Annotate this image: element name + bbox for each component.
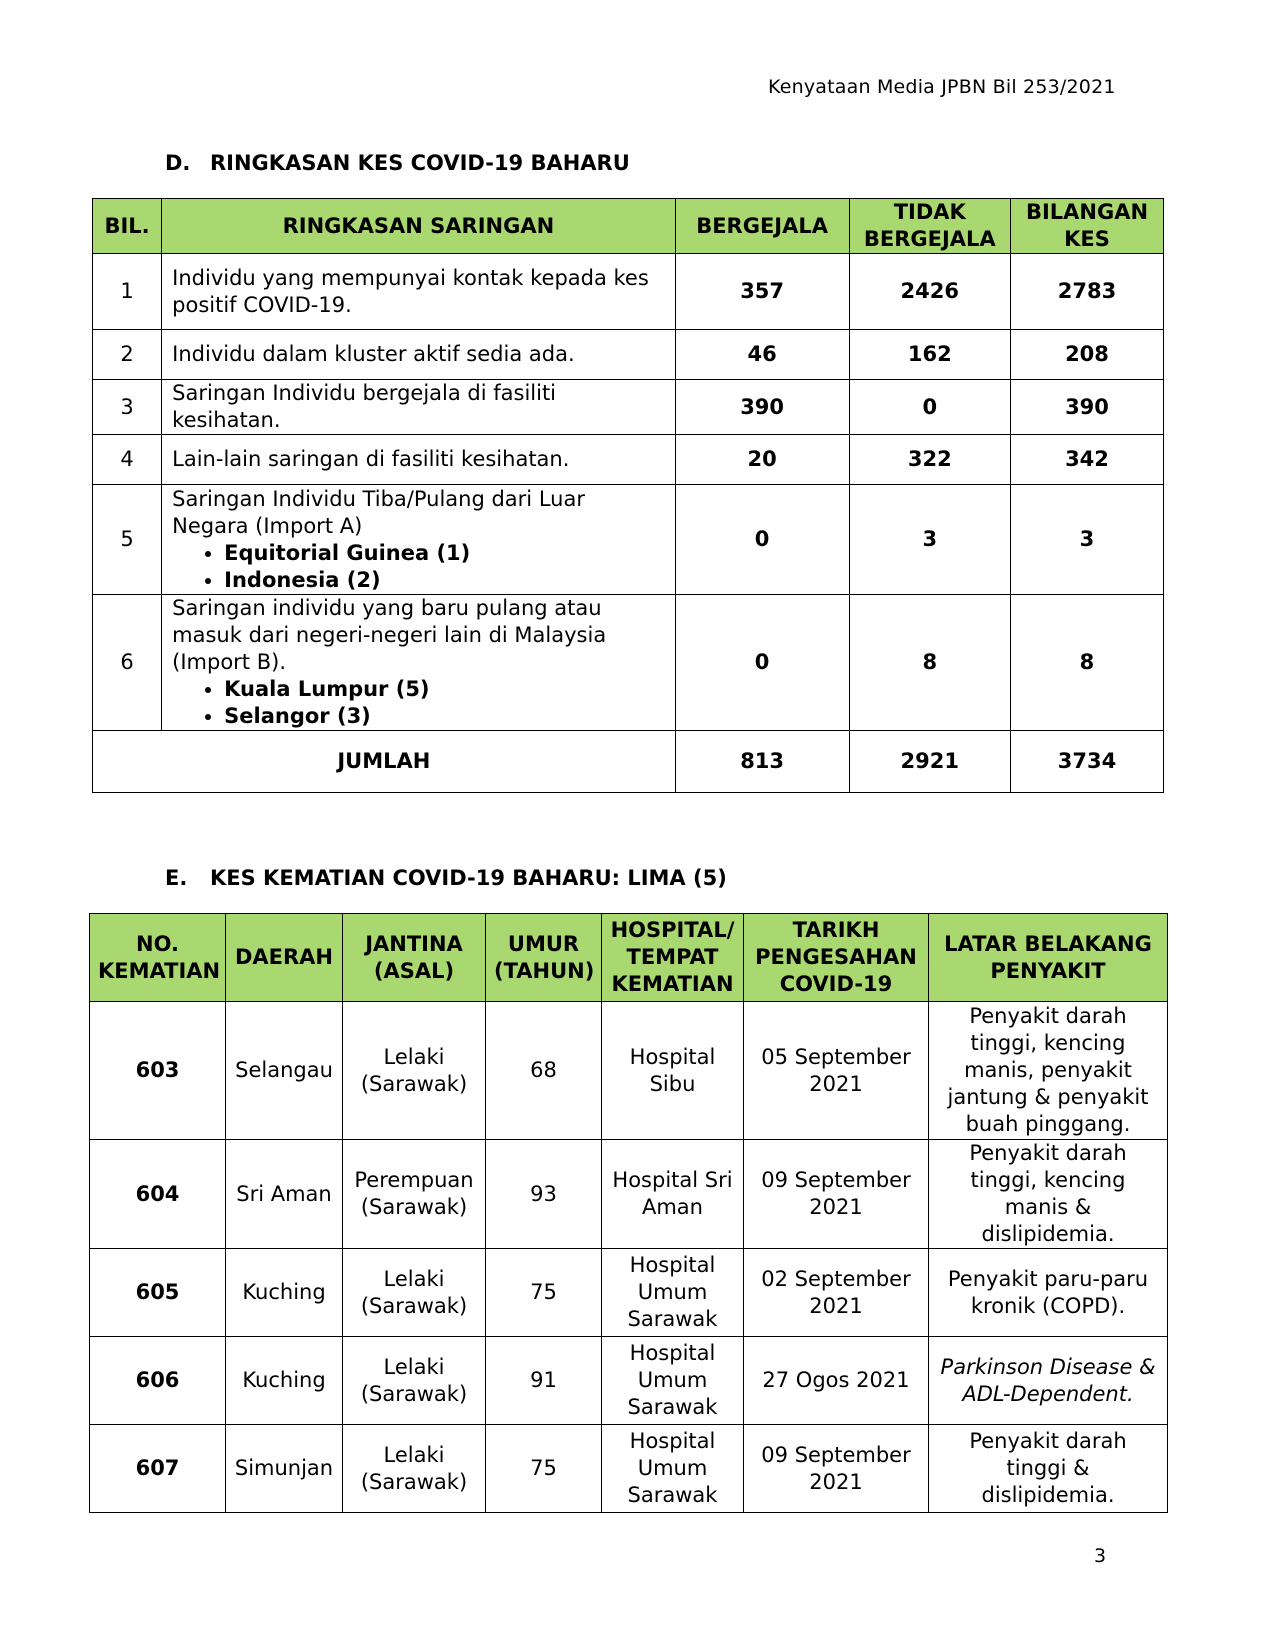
total-row — [93, 731, 1164, 793]
death-daerah: Kuching — [226, 1337, 343, 1425]
death-umur: 93 — [486, 1140, 602, 1249]
header-tidak-bergejala: TIDAK BERGEJALA — [849, 199, 1010, 254]
summary-table — [92, 198, 1164, 793]
country-list — [172, 540, 666, 594]
death-tarikh: 02 September 2021 — [744, 1249, 929, 1337]
death-no: 603 — [90, 1002, 226, 1140]
state-list — [172, 676, 666, 730]
death-latar: Parkinson Disease & ADL-Dependent. — [929, 1337, 1168, 1425]
row-bil: 5 — [93, 485, 162, 595]
table-row — [90, 1002, 1168, 1140]
deaths-table — [89, 913, 1168, 1513]
table-row — [93, 435, 1164, 485]
page-number: 3 — [1094, 1545, 1107, 1567]
row-bergejala: 390 — [675, 380, 849, 435]
section-d-heading: RINGKASAN KES COVID-19 BAHARU — [210, 151, 630, 175]
death-hospital: Hospital Sibu — [602, 1002, 744, 1140]
section-e-heading: KES KEMATIAN COVID-19 BAHARU: LIMA (5) — [210, 866, 727, 890]
table-row — [93, 330, 1164, 380]
row-bilangan-kes: 8 — [1010, 595, 1163, 731]
table-row — [90, 1337, 1168, 1425]
document-reference: Kenyataan Media JPBN Bil 253/2021 — [768, 76, 1116, 98]
row-bergejala: 46 — [675, 330, 849, 380]
death-hospital: Hospital Umum Sarawak — [602, 1425, 744, 1513]
death-latar: Penyakit darah tinggi, kencing manis, penyakit jantung & penyakit buah pinggang. — [929, 1002, 1168, 1140]
row-bilangan-kes: 342 — [1010, 435, 1163, 485]
death-daerah: Sri Aman — [226, 1140, 343, 1249]
row-tidak-bergejala: 322 — [849, 435, 1010, 485]
row-desc: Lain-lain saringan di fasiliti kesihatan. — [162, 435, 675, 485]
death-tarikh: 05 September 2021 — [744, 1002, 929, 1140]
row-bilangan-kes: 208 — [1010, 330, 1163, 380]
death-umur: 91 — [486, 1337, 602, 1425]
death-umur: 75 — [486, 1425, 602, 1513]
row-desc: Individu dalam kluster aktif sedia ada. — [162, 330, 675, 380]
death-latar: Penyakit darah tinggi, kencing manis & dislipidemia. — [929, 1140, 1168, 1249]
list-item: • Selangor (3) — [224, 703, 666, 730]
row-desc: Saringan Individu bergejala di fasiliti kesihatan. — [162, 380, 675, 435]
header-hospital: HOSPITAL/ TEMPAT KEMATIAN — [602, 914, 744, 1002]
death-jantina: Lelaki (Sarawak) — [343, 1425, 486, 1513]
row-bergejala: 20 — [675, 435, 849, 485]
header-daerah: DAERAH — [226, 914, 343, 1002]
death-daerah: Kuching — [226, 1249, 343, 1337]
total-tidak-bergejala: 2921 — [849, 731, 1010, 793]
header-tarikh: TARIKH PENGESAHAN COVID-19 — [744, 914, 929, 1002]
row-bil: 1 — [93, 254, 162, 330]
row-bergejala: 0 — [675, 485, 849, 595]
section-e-letter: E. — [165, 866, 188, 890]
header-bil: BIL. — [93, 199, 162, 254]
row-bilangan-kes: 390 — [1010, 380, 1163, 435]
row-desc-cell — [162, 485, 675, 595]
row-bilangan-kes: 2783 — [1010, 254, 1163, 330]
row-bil: 3 — [93, 380, 162, 435]
death-no: 604 — [90, 1140, 226, 1249]
row-tidak-bergejala: 162 — [849, 330, 1010, 380]
row-bergejala: 0 — [675, 595, 849, 731]
table-row — [93, 254, 1164, 330]
row-tidak-bergejala: 3 — [849, 485, 1010, 595]
header-jantina: JANTINA (ASAL) — [343, 914, 486, 1002]
row-desc: Saringan individu yang baru pulang atau masuk dari negeri-negeri lain di Malaysia (Import B). — [172, 596, 607, 674]
row-bergejala: 357 — [675, 254, 849, 330]
section-d-letter: D. — [165, 151, 191, 175]
death-hospital: Hospital Umum Sarawak — [602, 1337, 744, 1425]
table-row — [93, 595, 1164, 731]
death-jantina: Lelaki (Sarawak) — [343, 1002, 486, 1140]
row-bil: 2 — [93, 330, 162, 380]
death-latar: Penyakit darah tinggi & dislipidemia. — [929, 1425, 1168, 1513]
row-desc-cell — [162, 595, 675, 731]
death-no: 605 — [90, 1249, 226, 1337]
death-tarikh: 27 Ogos 2021 — [744, 1337, 929, 1425]
total-bergejala: 813 — [675, 731, 849, 793]
death-no: 606 — [90, 1337, 226, 1425]
row-desc: Saringan Individu Tiba/Pulang dari Luar Negara (Import A) — [172, 486, 585, 538]
section-e-title — [165, 866, 727, 890]
table-row — [90, 1425, 1168, 1513]
row-tidak-bergejala: 2426 — [849, 254, 1010, 330]
section-d-title — [165, 151, 630, 175]
row-tidak-bergejala: 0 — [849, 380, 1010, 435]
death-daerah: Selangau — [226, 1002, 343, 1140]
row-bil: 4 — [93, 435, 162, 485]
death-jantina: Perempuan (Sarawak) — [343, 1140, 486, 1249]
table-row — [93, 380, 1164, 435]
list-item: • Kuala Lumpur (5) — [224, 676, 666, 703]
list-item: • Indonesia (2) — [224, 567, 666, 594]
list-item: • Equitorial Guinea (1) — [224, 540, 666, 567]
death-hospital: Hospital Sri Aman — [602, 1140, 744, 1249]
header-umur: UMUR (TAHUN) — [486, 914, 602, 1002]
death-hospital: Hospital Umum Sarawak — [602, 1249, 744, 1337]
death-jantina: Lelaki (Sarawak) — [343, 1249, 486, 1337]
header-latar: LATAR BELAKANG PENYAKIT — [929, 914, 1168, 1002]
table-row — [90, 1140, 1168, 1249]
death-daerah: Simunjan — [226, 1425, 343, 1513]
total-label: JUMLAH — [93, 731, 676, 793]
header-bilangan-kes: BILANGAN KES — [1010, 199, 1163, 254]
table-row — [93, 485, 1164, 595]
header-no-kematian: NO. KEMATIAN — [90, 914, 226, 1002]
total-bilangan-kes: 3734 — [1010, 731, 1163, 793]
row-bilangan-kes: 3 — [1010, 485, 1163, 595]
deaths-header-row — [90, 914, 1168, 1002]
row-bil: 6 — [93, 595, 162, 731]
death-jantina: Lelaki (Sarawak) — [343, 1337, 486, 1425]
row-tidak-bergejala: 8 — [849, 595, 1010, 731]
death-no: 607 — [90, 1425, 226, 1513]
summary-header-row — [93, 199, 1164, 254]
table-row — [90, 1249, 1168, 1337]
row-desc: Individu yang mempunyai kontak kepada kes positif COVID-19. — [162, 254, 675, 330]
death-umur: 75 — [486, 1249, 602, 1337]
death-umur: 68 — [486, 1002, 602, 1140]
header-bergejala: BERGEJALA — [675, 199, 849, 254]
death-tarikh: 09 September 2021 — [744, 1425, 929, 1513]
death-latar: Penyakit paru-paru kronik (COPD). — [929, 1249, 1168, 1337]
death-tarikh: 09 September 2021 — [744, 1140, 929, 1249]
header-ringkasan: RINGKASAN SARINGAN — [162, 199, 675, 254]
